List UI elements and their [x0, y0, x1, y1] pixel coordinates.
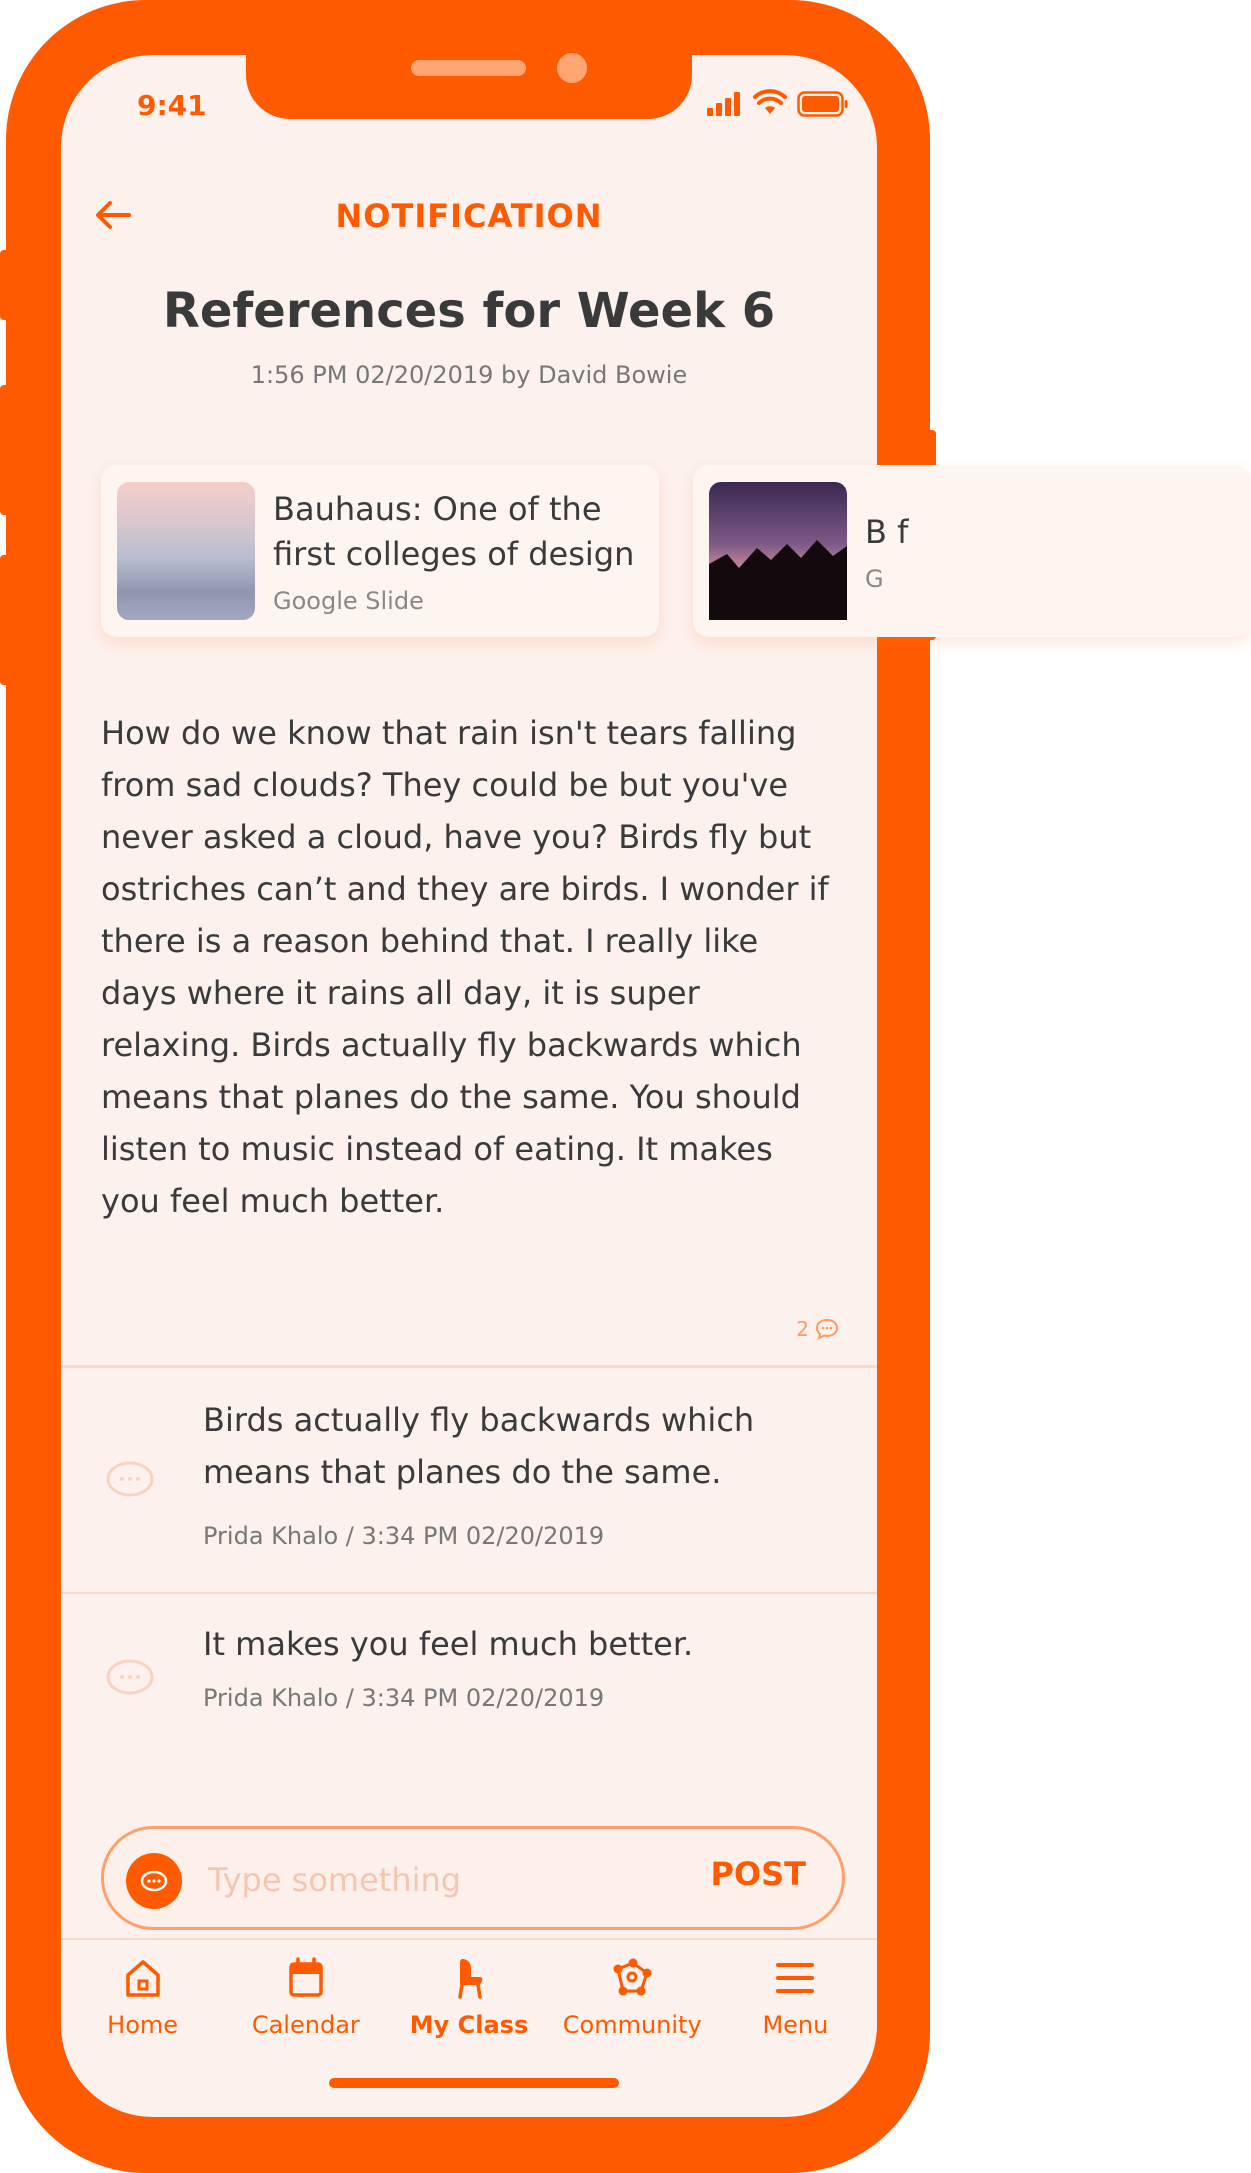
tab-community[interactable]: [551, 1949, 714, 2059]
tab-menu[interactable]: [714, 1949, 877, 2059]
comment-input[interactable]: [206, 1851, 690, 1909]
attachment-title: B f: [865, 512, 909, 551]
comment-bubble-icon: [815, 1318, 839, 1340]
tab-home[interactable]: [61, 1949, 224, 2059]
tab-label: Calendar: [251, 2011, 360, 2039]
post-meta: 1:56 PM 02/20/2019 by David Bowie: [250, 361, 688, 389]
tab-label: My Class: [409, 2011, 529, 2039]
clouds-thumbnail: [117, 482, 255, 620]
signal-icon: [707, 92, 743, 116]
status-time: 9:41: [137, 89, 207, 122]
post-button[interactable]: POST: [710, 1855, 806, 1893]
speaker: [411, 60, 526, 76]
tab-label: Community: [562, 2011, 702, 2039]
community-icon: [609, 1955, 655, 2001]
comment-item: [61, 1370, 877, 1592]
battery-icon: [797, 91, 849, 117]
phone-side-button: [0, 250, 14, 320]
comment-bubble-icon: [105, 1658, 155, 1696]
comment-item: [61, 1594, 877, 1774]
chat-bubble-icon: [139, 1869, 169, 1893]
comment-composer: [101, 1826, 845, 1930]
page-title: NOTIFICATION: [335, 197, 603, 235]
comment-icon[interactable]: [126, 1853, 182, 1909]
tab-label: Menu: [762, 2011, 829, 2039]
attachments-carousel[interactable]: [101, 465, 1251, 645]
attachment-type: Google Slide: [273, 587, 424, 615]
post-title: References for Week 6: [162, 283, 776, 339]
phone-side-button: [0, 555, 14, 685]
screen: [61, 55, 909, 2117]
tab-bar: [61, 1949, 877, 2059]
mountain-thumbnail: [709, 482, 847, 620]
comment-text: Birds actually fly backwards which means that planes do the same.: [203, 1401, 755, 1491]
wifi-icon: [753, 92, 787, 116]
menu-icon: [772, 1955, 818, 2001]
attachment-title: Bauhaus: One of the first colleges of design: [273, 490, 635, 573]
comment-meta: Prida Khalo / 3:34 PM 02/20/2019: [203, 1522, 605, 1550]
mountain-silhouette: [709, 482, 847, 620]
comment-bubble-icon: [105, 1460, 155, 1498]
post-body: How do we know that rain isn't tears falling from sad clouds? They could be but you've never asked a cloud, have you? Birds fly but ostriches can’t and they are birds. I wonder if there is a reason behind that. I really like days where it rains all day, it is super relaxing. Birds actually fly backwards which means that planes do the same. You should listen to music instead of eating. It makes you feel much better.: [101, 714, 829, 1220]
phone-side-button: [0, 385, 14, 515]
attachment-type: G: [865, 564, 884, 593]
tab-label: Home: [107, 2011, 179, 2039]
comment-text: It makes you feel much better.: [203, 1625, 694, 1663]
comment-meta: Prida Khalo / 3:34 PM 02/20/2019: [203, 1684, 605, 1712]
attachment-card[interactable]: [693, 465, 1251, 637]
header: [61, 175, 877, 255]
tab-calendar[interactable]: [224, 1949, 387, 2059]
home-icon: [120, 1955, 166, 2001]
status-icons: [707, 91, 849, 117]
comment-count[interactable]: [796, 1317, 839, 1341]
chair-icon: [446, 1955, 492, 2001]
comment-count-value: 2: [796, 1317, 809, 1341]
home-indicator[interactable]: [329, 2078, 619, 2088]
phone-frame: [6, 0, 930, 2173]
tab-my-class[interactable]: [387, 1949, 550, 2059]
divider: [61, 1365, 877, 1368]
attachment-card[interactable]: [101, 465, 659, 637]
camera: [557, 53, 587, 83]
calendar-icon: [283, 1955, 329, 2001]
divider: [61, 1938, 877, 1940]
notch: [246, 49, 692, 119]
